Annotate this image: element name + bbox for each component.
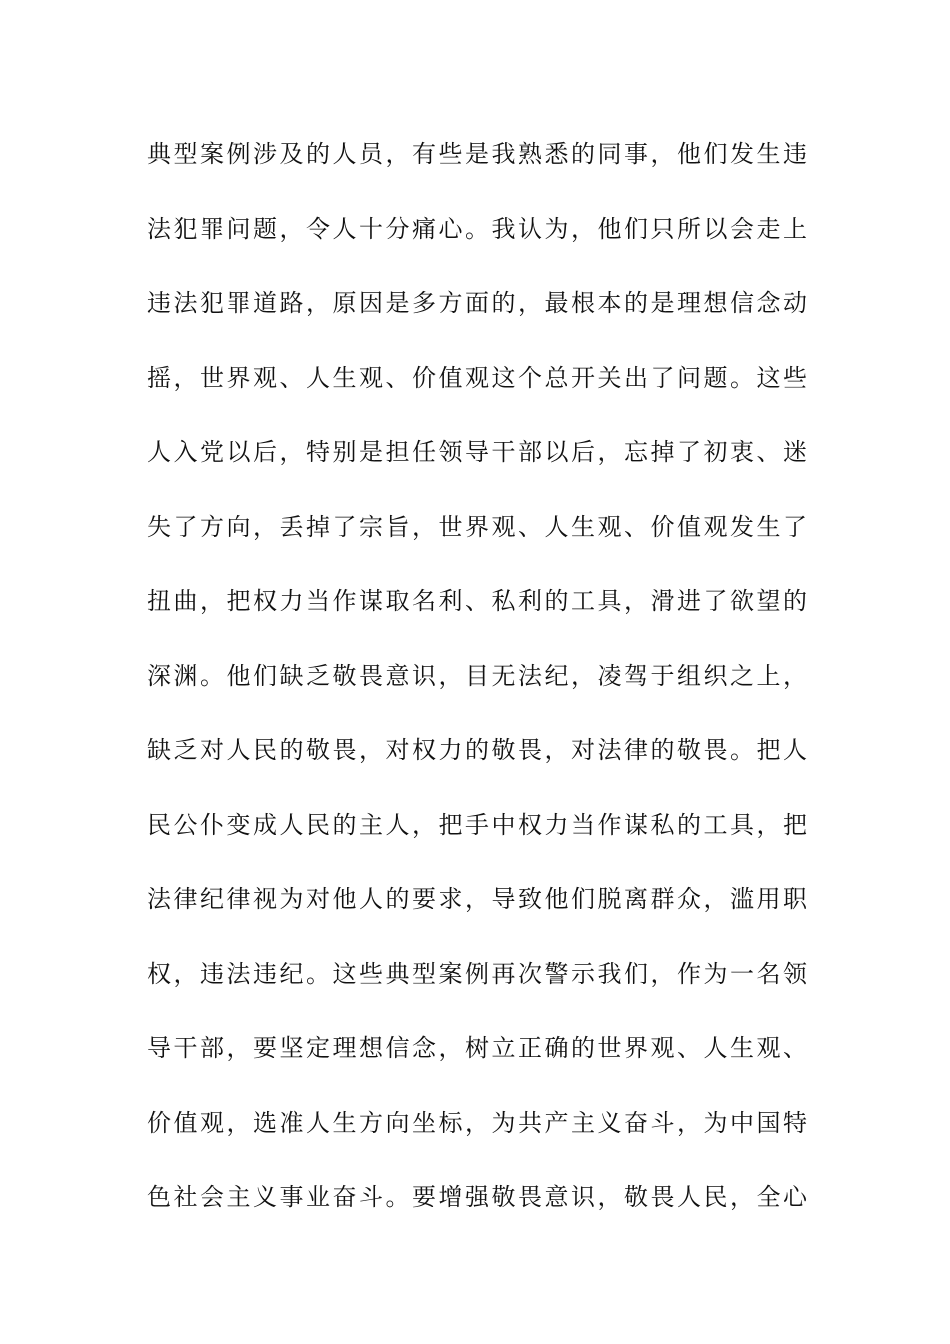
text-line: 法犯罪问题，令人十分痛心。我认为，他们只所以会走上 [147,214,807,243]
text-line: 违法犯罪道路，原因是多方面的，最根本的是理想信念动 [147,289,807,317]
text-line: 扭曲，把权力当作谋取名利、私利的工具，滑进了欲望的 [147,587,807,615]
text-line: 价值观，选准人生方向坐标，为共产主义奋斗，为中国特 [147,1108,807,1137]
body-paragraph [147,133,807,1251]
text-line: 导干部，要坚定理想信念，树立正确的世界观、人生观、 [147,1034,807,1062]
text-line: 权，违法违纪。这些典型案例再次警示我们，作为一名领 [147,959,807,988]
text-line: 失了方向，丢掉了宗旨，世界观、人生观、价值观发生了 [147,512,807,541]
text-line: 色社会主义事业奋斗。要增强敬畏意识，敬畏人民，全心 [147,1183,807,1211]
text-line: 摇，世界观、人生观、价值观这个总开关出了问题。这些 [147,363,807,392]
text-line: 人入党以后，特别是担任领导干部以后，忘掉了初衷、迷 [147,438,807,466]
text-line: 民公仆变成人民的主人，把手中权力当作谋私的工具，把 [147,810,807,839]
text-line: 典型案例涉及的人员，有些是我熟悉的同事，他们发生违 [147,140,807,168]
text-line: 深渊。他们缺乏敬畏意识，目无法纪，凌驾于组织之上， [147,661,807,690]
text-line: 缺乏对人民的敬畏，对权力的敬畏，对法律的敬畏。把人 [147,736,807,764]
text-line: 法律纪律视为对他人的要求，导致他们脱离群众，滥用职 [147,885,807,913]
